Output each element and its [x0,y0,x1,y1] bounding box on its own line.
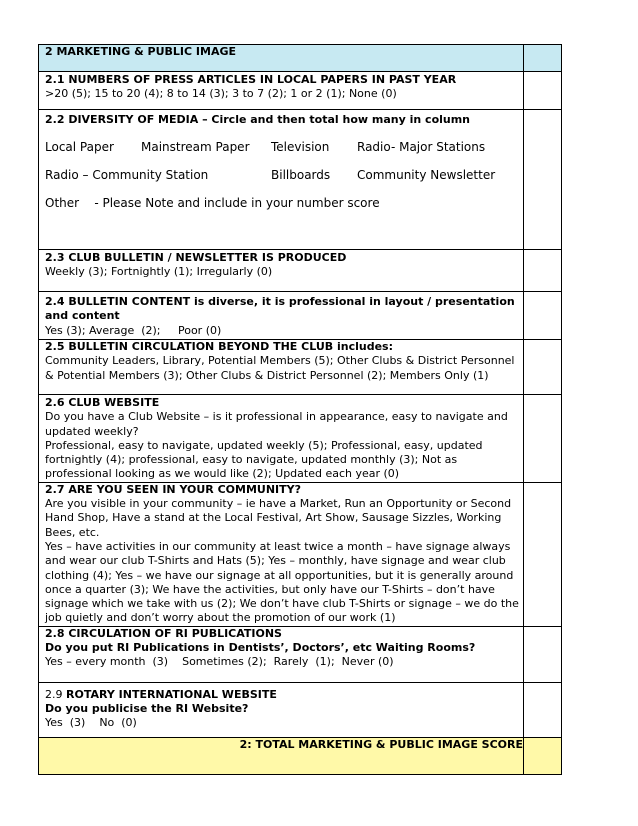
media-options-row-1 [45,140,523,154]
total-score-cell[interactable] [524,737,562,774]
score-cell-2-9[interactable] [524,682,562,737]
total-score-title: 2: TOTAL MARKETING & PUBLIC IMAGE SCORE [39,737,524,774]
score-cell-2-4[interactable] [524,292,562,340]
question-2-3 [39,250,524,292]
question-2-2 [39,110,524,250]
score-cell-2-6[interactable] [524,395,562,483]
score-cell-2-2[interactable] [524,110,562,250]
question-2-8-question: Do you put RI Publications in Dentists’, Doctors’, etc Waiting Rooms? [45,641,476,655]
question-2-7-title: 2.7 ARE YOU SEEN IN YOUR COMMUNITY? [45,482,301,496]
question-2-1-options: >20 (5); 15 to 20 (4); 8 to 14 (3); 3 to 7 (2); 1 or 2 (1); None (0) [45,87,397,101]
question-2-6 [39,395,524,483]
total-row [39,737,562,774]
score-cell-2-7[interactable] [524,482,562,626]
section-title: 2 MARKETING & PUBLIC IMAGE [39,45,524,72]
question-2-6-title: 2.6 CLUB WEBSITE [45,396,160,409]
question-2-4-title: 2.4 BULLETIN CONTENT is diverse, it is professional in layout / presentation and content [45,295,515,323]
media-options-row-2 [45,168,523,182]
score-cell-2-8[interactable] [524,626,562,682]
section-header-row [39,45,562,72]
question-2-6-row [39,395,562,483]
question-2-7-question: Are you visible in your community – ie have a Market, Run an Opportunity or Second Hand Shop, Have a stand at the Local Festival, Art Show, Sausage Sizzles, Working Bees, etc. [45,497,512,539]
section-score-cell[interactable] [524,45,562,72]
question-2-9 [39,682,524,737]
marketing-score-table [38,44,562,775]
media-local-paper[interactable]: Local Paper [45,140,114,155]
score-cell-2-3[interactable] [524,250,562,292]
question-2-7 [39,482,524,626]
question-2-8-row [39,626,562,682]
media-other[interactable]: Other - Please Note and include in your number score [45,196,380,211]
question-2-9-question: Do you publicise the RI Website? [45,702,249,716]
question-2-6-question: Do you have a Club Website – is it professional in appearance, easy to navigate and updated weekly? [45,410,508,438]
question-2-4-options: Yes (3); Average (2); Poor (0) [45,323,222,337]
question-2-2-title: 2.2 DIVERSITY OF MEDIA – Circle and then total how many in column [45,113,471,126]
question-2-9-options: Yes (3) No (0) [45,716,137,730]
question-2-5-options: Community Leaders, Library, Potential Members (5); Other Clubs & District Personnel & Potential Members (3); Other Clubs & District Personnel (2); Members Only (1) [45,354,515,382]
question-2-1 [39,72,524,110]
question-2-5-title: 2.5 BULLETIN CIRCULATION BEYOND THE CLUB includes: [45,340,393,353]
question-2-3-title: 2.3 CLUB BULLETIN / NEWSLETTER IS PRODUCED [45,251,347,264]
question-2-8-options: Yes – every month (3) Sometimes (2); Rarely (1); Never (0) [45,655,394,669]
media-radio-community[interactable]: Radio – Community Station [45,168,209,183]
question-2-9-title: ROTARY INTERNATIONAL WEBSITE [66,687,277,701]
question-2-9-row [39,682,562,737]
score-cell-2-1[interactable] [524,72,562,110]
question-2-8 [39,626,524,682]
question-2-8-title: 2.8 CIRCULATION OF RI PUBLICATIONS [45,626,282,640]
question-2-1-title: 2.1 NUMBERS OF PRESS ARTICLES IN LOCAL PAPERS IN PAST YEAR [45,73,457,86]
question-2-3-row [39,250,562,292]
question-2-5 [39,340,524,395]
question-2-4 [39,292,524,340]
question-2-9-number: 2.9 [45,687,63,701]
media-television[interactable]: Television [271,140,330,155]
question-2-3-options: Weekly (3); Fortnightly (1); Irregularly (0) [45,265,273,279]
question-2-9-title-line [45,683,523,702]
media-mainstream-paper[interactable]: Mainstream Paper [141,140,250,155]
question-2-1-row [39,72,562,110]
question-2-7-options: Yes – have activities in our community at least twice a month – have signage always and wear our club T-Shirts and Hats (5); Yes – monthly, have signage and wear club clothing (4); Yes – we have our signage at all opportunities, but it is generally around once a quarter (3); We have the activities, but only have our T-Shirts – don’t have signage which we take with us (2); We don’t have club T-Shirts or signage – we do the job quietly and don’t worry about the promotion of our work (1) [45,539,519,625]
question-2-6-options: Professional, easy to navigate, updated weekly (5); Professional, easy, updated fortnightly (4); professional, easy to navigate, updated monthly (3); Not as professional looking as we would like (2); Updated each year (0) [45,438,483,481]
question-2-4-row [39,292,562,340]
media-billboards[interactable]: Billboards [271,168,331,183]
score-cell-2-5[interactable] [524,340,562,395]
media-radio-major[interactable]: Radio- Major Stations [357,140,486,155]
question-2-7-row [39,482,562,626]
question-2-5-row [39,340,562,395]
question-2-2-row [39,110,562,250]
media-community-newsletter[interactable]: Community Newsletter [357,168,496,183]
